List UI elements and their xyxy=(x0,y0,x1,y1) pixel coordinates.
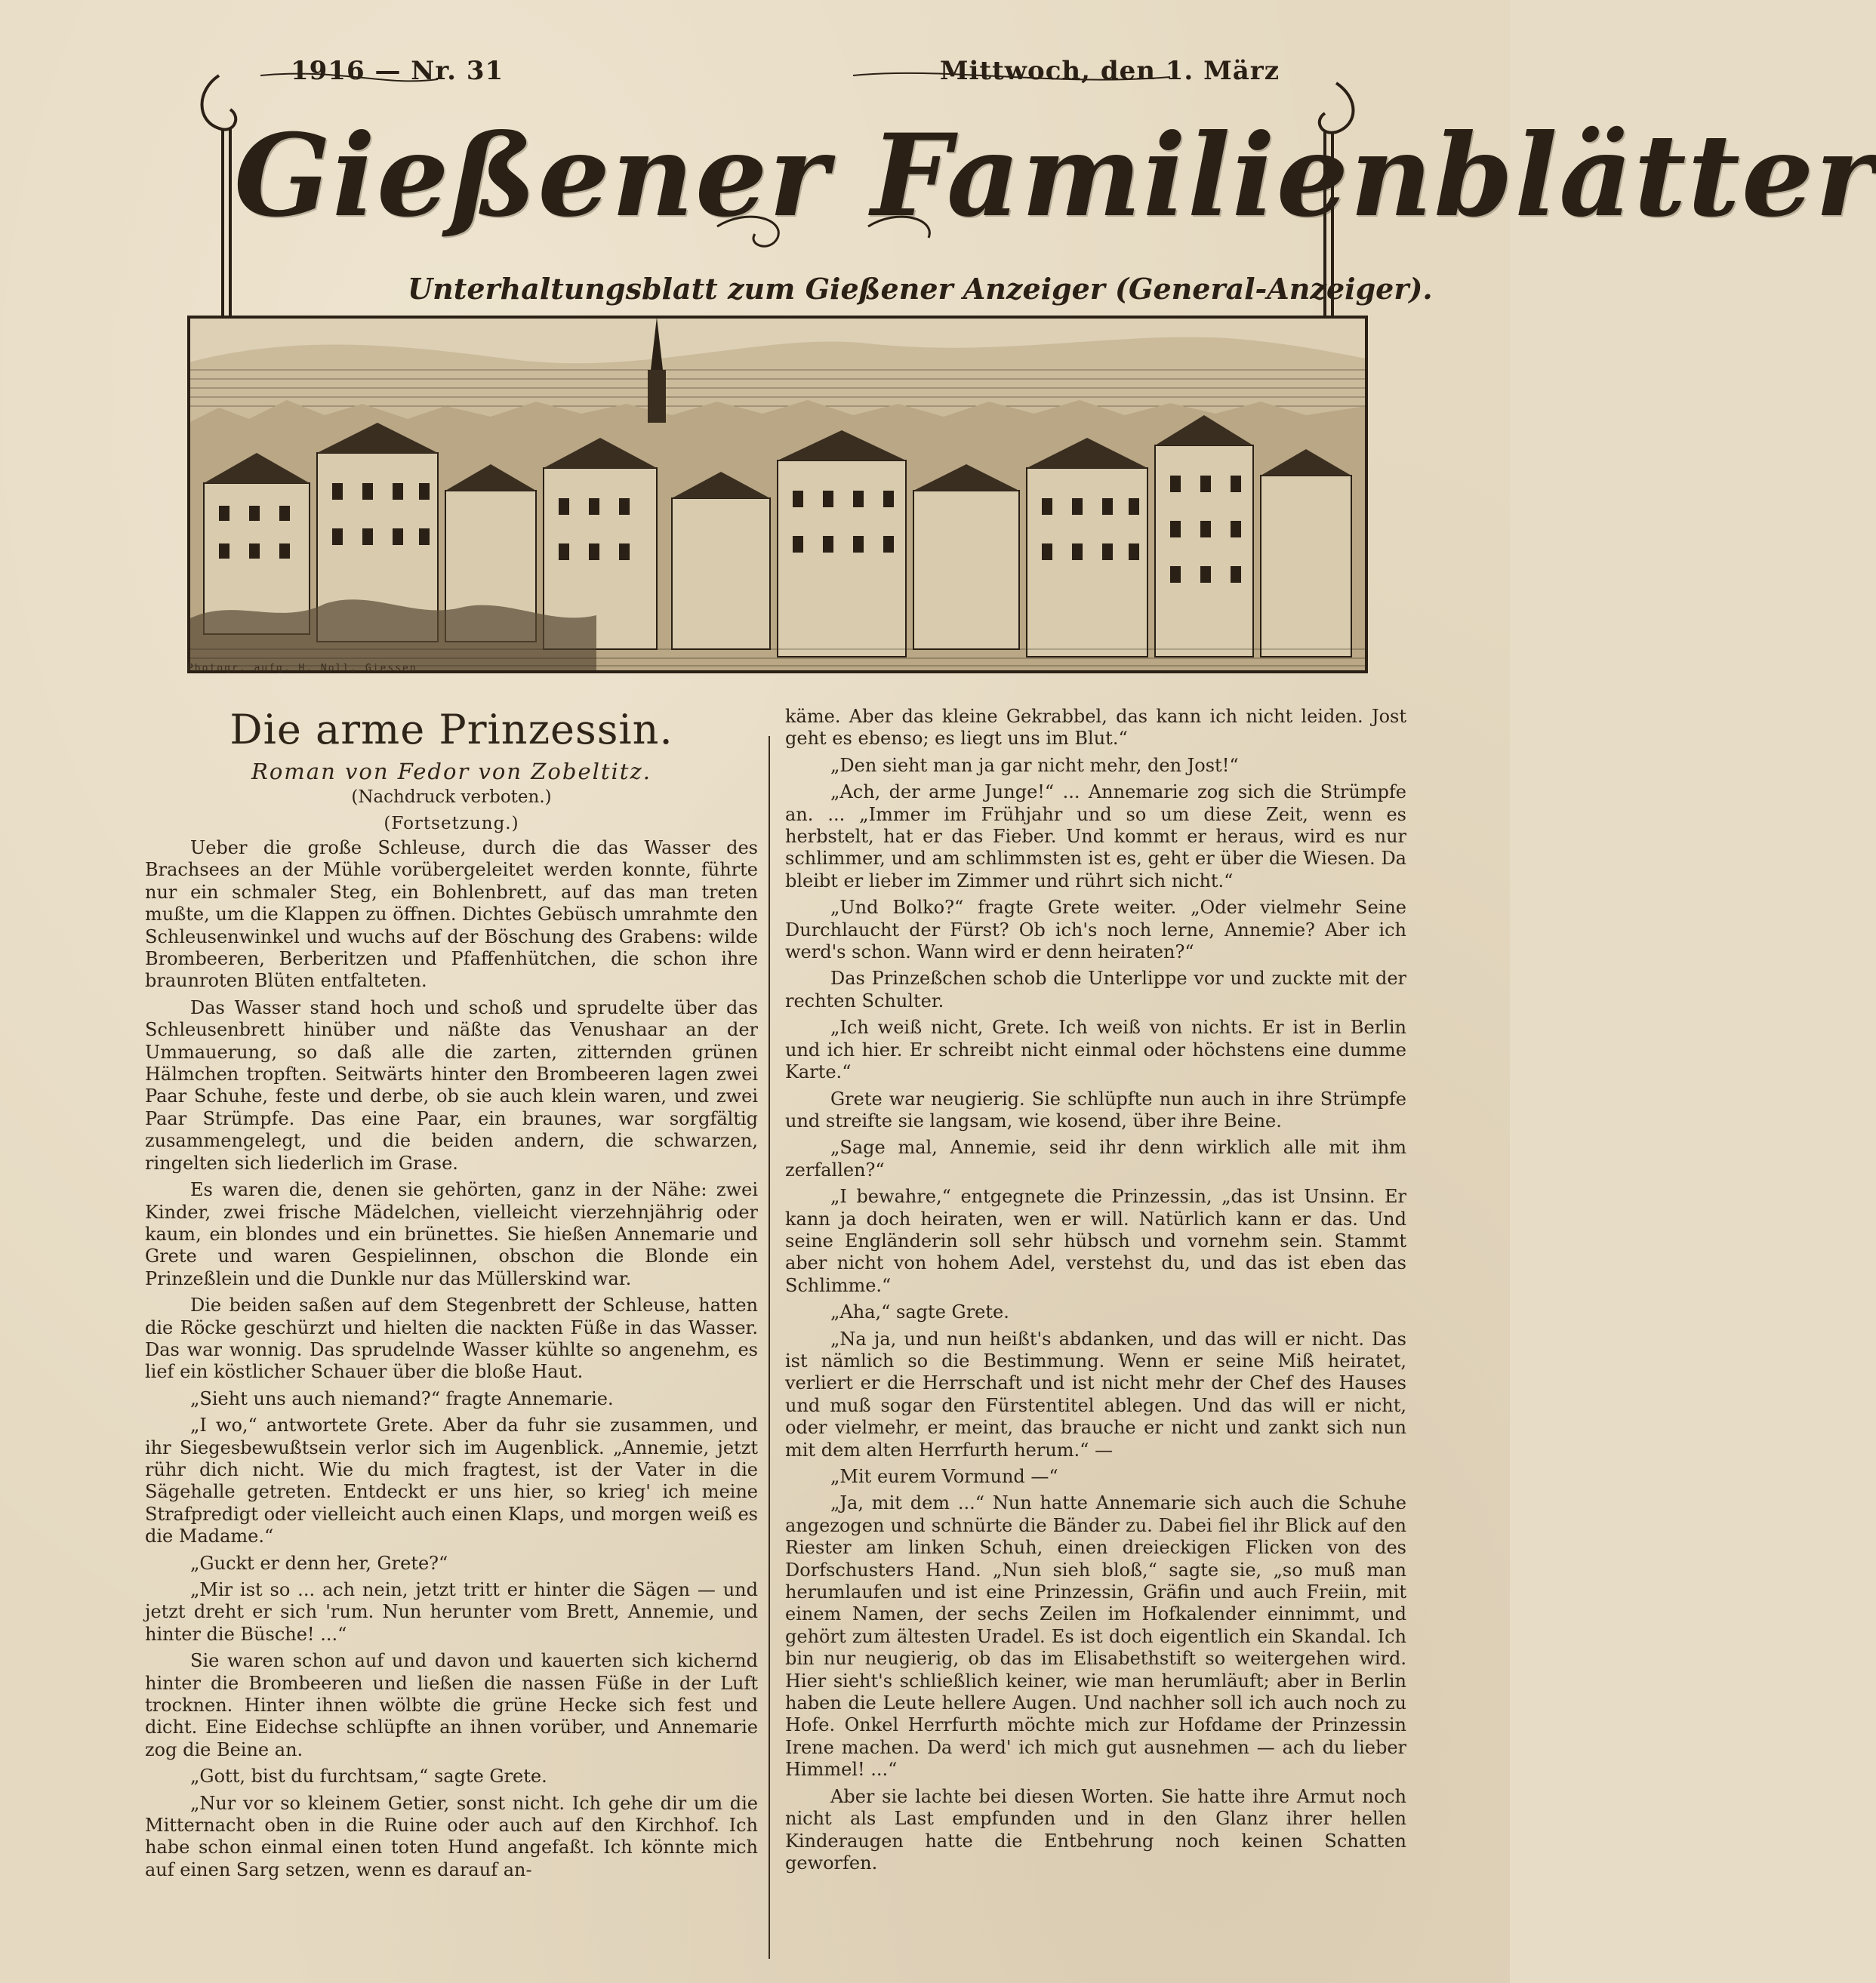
story-paragraph: „Guckt er denn her, Grete?“ xyxy=(190,1552,448,1574)
story-paragraph: Ueber die große Schleuse, durch die das Wasser des Brachsees an der Mühle vorübergeleitet werden konnte, führte nur ein schmaler Steg, ein Bohlenbrett, auf das man treten mußte, um die Klappen zu öffnen. Dichtes Gebüsch umrahmte den Schleusenwinkel und wuchs auf der Böschung des Grabens: wilde Brombeeren, Berberitzen und Pfaffenhütchen, die schon ihre braunroten Blüten entfalteten. xyxy=(145,837,758,992)
city-view-engraving xyxy=(189,317,1366,672)
story-paragraph: „I bewahre,“ entgegnete die Prinzessin, „das ist Unsinn. Er kann ja doch heiraten, wen er will. Natürlich kann er das. Und seine Engländerin soll sehr hübsch und vornehm sein. Stammt aber nicht von hohem Adel, verstehst du, und das ist eben das Schlimme.“ xyxy=(785,1186,1406,1296)
issue-date: Mittwoch, den 1. März xyxy=(939,56,1280,86)
story-paragraph: „Nur vor so kleinem Getier, sonst nicht. Ich gehe dir um die Mitternacht oben in die Ruine oder auch auf den Kirchhof. Ich habe schon einmal einen toten Hund angefaßt. Ich könnte mich auf einen Sarg setzen, wenn es darauf an- xyxy=(145,1792,758,1880)
story-title: Die arme Prinzessin. xyxy=(229,706,673,753)
story-paragraph: „Gott, bist du furchtsam,“ sagte Grete. xyxy=(190,1766,547,1787)
story-paragraph: Die beiden saßen auf dem Stegenbrett der Schleuse, hatten die Röcke geschürzt und hielten die nackten Füße in das Wasser. Das war wonnig. Das sprudelnde Wasser kühlte so angenehm, es lief ein köstlicher Schauer über die bloße Haut. xyxy=(145,1295,758,1383)
right-column xyxy=(785,706,1406,1879)
newspaper-title: Gießener Familienblätter xyxy=(234,109,1876,242)
story-paragraph: „Und Bolko?“ fragte Grete weiter. „Oder vielmehr Seine Durchlaucht der Fürst? Ob ich's noch lerne, Annemie? Aber ich werd's schon. Wann wird er denn heiraten?“ xyxy=(785,897,1406,963)
story-paragraph: „Ach, der arme Junge!“ ... Annemarie zog sich die Strümpfe an. ... „Immer im Frühjahr und so um diese Zeit, wenn es herbstelt, hat er das Fieber. Und kommt er heraus, wird es nur schlimmer, und am schlimmsten ist es, geht er über die Wiesen. Da bleibt er lieber im Zimmer und rührt sich nicht.“ xyxy=(785,781,1406,891)
story-paragraph: käme. Aber das kleine Gekrabbel, das kann ich nicht leiden. Jost geht es ebenso; es liegt uns im Blut.“ xyxy=(785,706,1406,750)
issue-number: 1916 — Nr. 31 xyxy=(291,56,504,86)
column-divider xyxy=(769,736,770,1959)
masthead xyxy=(187,45,1876,674)
story-paragraph: „Sieht uns auch niemand?“ fragte Annemarie. xyxy=(190,1387,614,1409)
story-paragraph: „Sage mal, Annemie, seid ihr denn wirklich alle mit ihm zerfallen?“ xyxy=(785,1137,1406,1181)
story-paragraph: „Aha,“ sagte Grete. xyxy=(830,1301,1009,1323)
photo-credit: Photogr. aufg. H. Noll, Giessen xyxy=(187,663,417,674)
story-paragraph: Das Prinzeßchen schob die Unterlippe vor und zuckte mit der rechten Schulter. xyxy=(785,968,1406,1012)
story-paragraph: „Ich weiß nicht, Grete. Ich weiß von nichts. Er ist in Berlin und ich hier. Er schreibt nicht einmal oder höchstens eine dumme Karte.“ xyxy=(785,1017,1406,1083)
right-paragraphs xyxy=(785,706,1406,1874)
newspaper-subtitle: Unterhaltungsblatt zum Gießener Anzeiger (General-Anzeiger). xyxy=(408,272,1433,306)
continuation-note: (Fortsetzung.) xyxy=(384,814,519,833)
story-paragraph: „Mit eurem Vormund —“ xyxy=(830,1466,1058,1487)
story-paragraph: Grete war neugierig. Sie schlüpfte nun auch in ihre Strümpfe und streifte sie langsam, wie kosend, über ihre Beine. xyxy=(785,1088,1406,1132)
left-column xyxy=(145,706,758,1886)
reprint-note: (Nachdruck verboten.) xyxy=(351,787,552,807)
story-paragraph: Es waren die, denen sie gehörten, ganz in der Nähe: zwei Kinder, zwei frische Mädelchen, vielleicht vierzehnjährig oder kaum, ein blondes und ein brünettes. Sie hießen Annemarie und Grete und waren Gespielinnen, obschon die Blonde ein Prinzeßlein und die Dunkle nur das Müllerskind war. xyxy=(145,1179,758,1289)
left-paragraphs xyxy=(145,837,758,1881)
story-paragraph: „I wo,“ antwortete Grete. Aber da fuhr sie zusammen, und ihr Siegesbewußtsein verlor sich im Augenblick. „Annemie, jetzt rühr dich nicht. Wie du mich fragtest, ist der Vater in die Sägehalle getreten. Entdeckt er uns hier, so krieg' ich meine Strafpredigt oder vielleicht auch einen Klaps, und morgen weiß es die Madame.“ xyxy=(145,1415,758,1547)
story-paragraph: „Mir ist so ... ach nein, jetzt tritt er hinter die Sägen — und jetzt dreht er sich 'rum. Nun herunter vom Brett, Annemie, und hinter die Büsche! ...“ xyxy=(145,1579,758,1645)
story-paragraph: Sie waren schon auf und davon und kauerten sich kichernd hinter die Brombeeren und ließen die nassen Füße in der Luft trocknen. Hinter ihnen wölbte die grüne Hecke sich fest und dicht. Eine Eidechse schlüpfte an ihnen vorüber, und Annemarie zog die Beine an. xyxy=(145,1650,758,1760)
story-paragraph: „Den sieht man ja gar nicht mehr, den Jost!“ xyxy=(830,754,1239,776)
story-paragraph: Das Wasser stand hoch und schoß und sprudelte über das Schleusenbrett hinüber und näßte das Venushaar an der Ummauerung, so daß alle die zarten, zitternden grünen Hälmchen tropften. Seitwärts hinter den Brombeeren lagen zwei Paar Schuhe, feste und derbe, ob sie auch klein waren, und zwei Paar Strümpfe. Das eine Paar, ein braunes, war sorgfältig zusammengelegt, und die beiden andern, die schwarzen, ringelten sich liederlich im Grase. xyxy=(145,996,758,1174)
story-paragraph: „Ja, mit dem ...“ Nun hatte Annemarie sich auch die Schuhe angezogen und schnürte die Bänder zu. Dabei fiel ihr Blick auf den Riester am linken Schuh, einen dreieckigen Flicken von des Dorfschusters Hand. „Nun sieh bloß,“ sagte sie, „so muß man herumlaufen und ist eine Prinzessin, Gräfin und auch Freiin, mit einem Namen, der sechs Zeilen im Hofkalender einnimmt, und gehört zum ältesten Uradel. Es ist doch eigentlich ein Skandal. Ich bin nur neugierig, ob das im Elisabethstift so weitergehen wird. Hier sieht's schließlich keiner, wie man herumläuft; aber in Berlin haben die Leute hellere Augen. Und nachher soll ich auch noch zu Hofe. Onkel Herrfurth möchte mich zur Hofdame der Prinzessin Irene machen. Da werd' ich mich gut ausnehmen — ach du lieber Himmel! ...“ xyxy=(785,1492,1406,1781)
story-paragraph: Aber sie lachte bei diesen Worten. Sie hatte ihre Armut noch nicht als Last empfunden und in den Glanz ihrer hellen Kinderaugen hatte die Entbehrung noch keinen Schatten geworfen. xyxy=(785,1785,1406,1874)
story-paragraph: „Na ja, und nun heißt's abdanken, und das will er nicht. Das ist nämlich so die Bestimmung. Wenn er seine Miß heiratet, verliert er die Herrschaft und ist nicht mehr der Chef des Hauses und muß sogar den Fürstentitel ablegen. Und das will er nicht, oder vielmehr, er meint, das brauche er nicht und zankt sich nun mit dem alten Herrfurth herum.“ — xyxy=(785,1328,1406,1461)
story-byline: Roman von Fedor von Zobeltitz. xyxy=(251,759,652,784)
